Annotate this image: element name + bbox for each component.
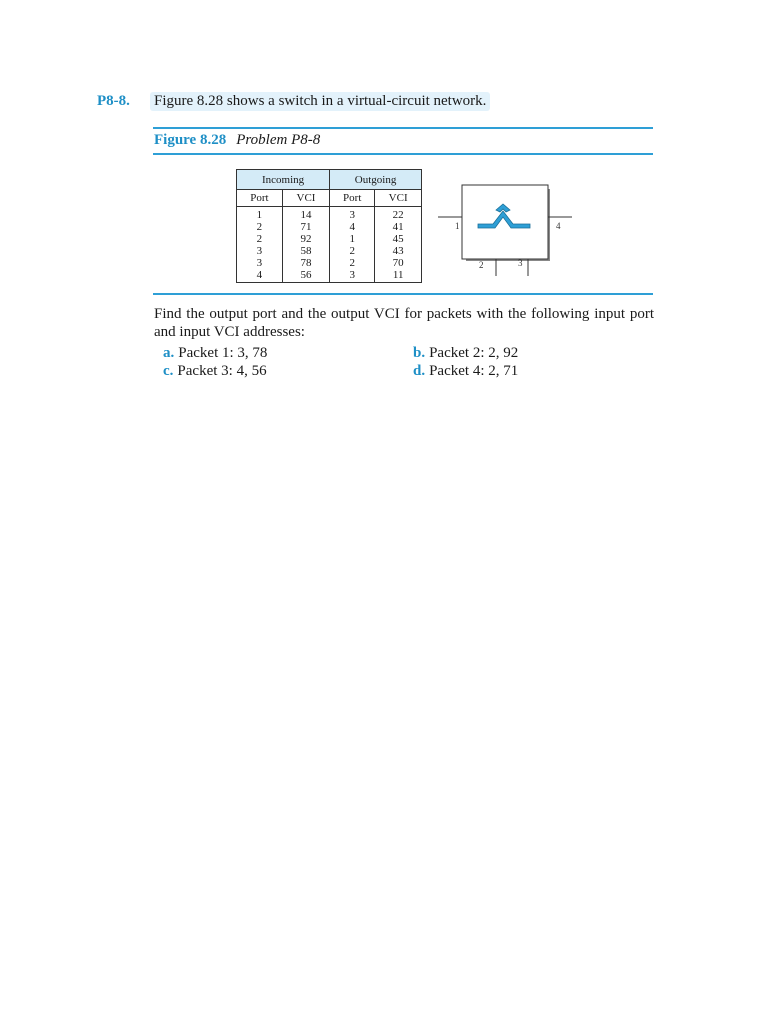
figure-mid-rule — [153, 153, 653, 155]
table-cell: 43 — [375, 245, 422, 257]
table-cell: 3 — [237, 257, 283, 269]
table-cell: 58 — [282, 245, 329, 257]
sub-question-text: Packet 2: 2, 92 — [429, 345, 519, 361]
table-cell: 1 — [330, 233, 375, 245]
sub-question-d — [413, 363, 518, 380]
table-cell: 4 — [237, 269, 283, 283]
figure-bottom-rule — [153, 293, 653, 295]
table-cell: 3 — [237, 245, 283, 257]
port-label-1: 1 — [455, 221, 460, 231]
sub-question-letter: c. — [163, 363, 174, 379]
table-cell: 2 — [237, 233, 283, 245]
table-row — [237, 245, 422, 257]
table-row — [237, 221, 422, 233]
sub-question-c — [163, 363, 267, 380]
outgoing-header: Outgoing — [330, 170, 422, 190]
table-cell: 3 — [330, 269, 375, 283]
table-cell: 70 — [375, 257, 422, 269]
table-cell: 22 — [375, 207, 422, 222]
column-header: VCI — [375, 190, 422, 207]
table-cell: 2 — [237, 221, 283, 233]
sub-question-text: Packet 3: 4, 56 — [177, 363, 267, 379]
figure-top-rule — [153, 127, 653, 129]
sub-question-letter: d. — [413, 363, 426, 379]
problem-statement: Figure 8.28 shows a switch in a virtual-circuit network. — [150, 92, 490, 111]
column-header: Port — [237, 190, 283, 207]
table-cell: 41 — [375, 221, 422, 233]
table-cell: 1 — [237, 207, 283, 222]
sub-question-text: Packet 1: 3, 78 — [178, 345, 268, 361]
table-cell: 92 — [282, 233, 329, 245]
switch-box — [462, 185, 548, 259]
table-cell: 11 — [375, 269, 422, 283]
table-cell: 56 — [282, 269, 329, 283]
incoming-header: Incoming — [237, 170, 330, 190]
switch-table — [236, 169, 422, 283]
figure-label: Figure 8.28 — [154, 132, 227, 148]
problem-number: P8-8. — [97, 93, 130, 109]
port-label-3: 3 — [518, 258, 523, 268]
table-cell: 2 — [330, 257, 375, 269]
sub-question-text: Packet 4: 2, 71 — [429, 363, 519, 379]
sub-question-letter: b. — [413, 345, 426, 361]
table-cell: 71 — [282, 221, 329, 233]
sub-question-b — [413, 345, 518, 362]
port-label-2: 2 — [479, 260, 484, 270]
table-row — [237, 257, 422, 269]
table-cell: 78 — [282, 257, 329, 269]
column-header: Port — [330, 190, 375, 207]
sub-question-a — [163, 345, 267, 362]
table-row — [237, 233, 422, 245]
table-row — [237, 269, 422, 283]
table-cell: 45 — [375, 233, 422, 245]
table-cell: 4 — [330, 221, 375, 233]
column-header: VCI — [282, 190, 329, 207]
figure-title: Problem P8-8 — [236, 132, 321, 148]
table-row — [237, 207, 422, 222]
question-text: Find the output port and the output VCI for packets with the following input port and input VCI addresses: — [154, 306, 654, 340]
switch-diagram — [438, 180, 578, 280]
port-label-4: 4 — [556, 221, 561, 231]
table-cell: 3 — [330, 207, 375, 222]
table-cell: 2 — [330, 245, 375, 257]
sub-question-letter: a. — [163, 345, 175, 361]
table-cell: 14 — [282, 207, 329, 222]
figure-caption — [154, 132, 320, 149]
